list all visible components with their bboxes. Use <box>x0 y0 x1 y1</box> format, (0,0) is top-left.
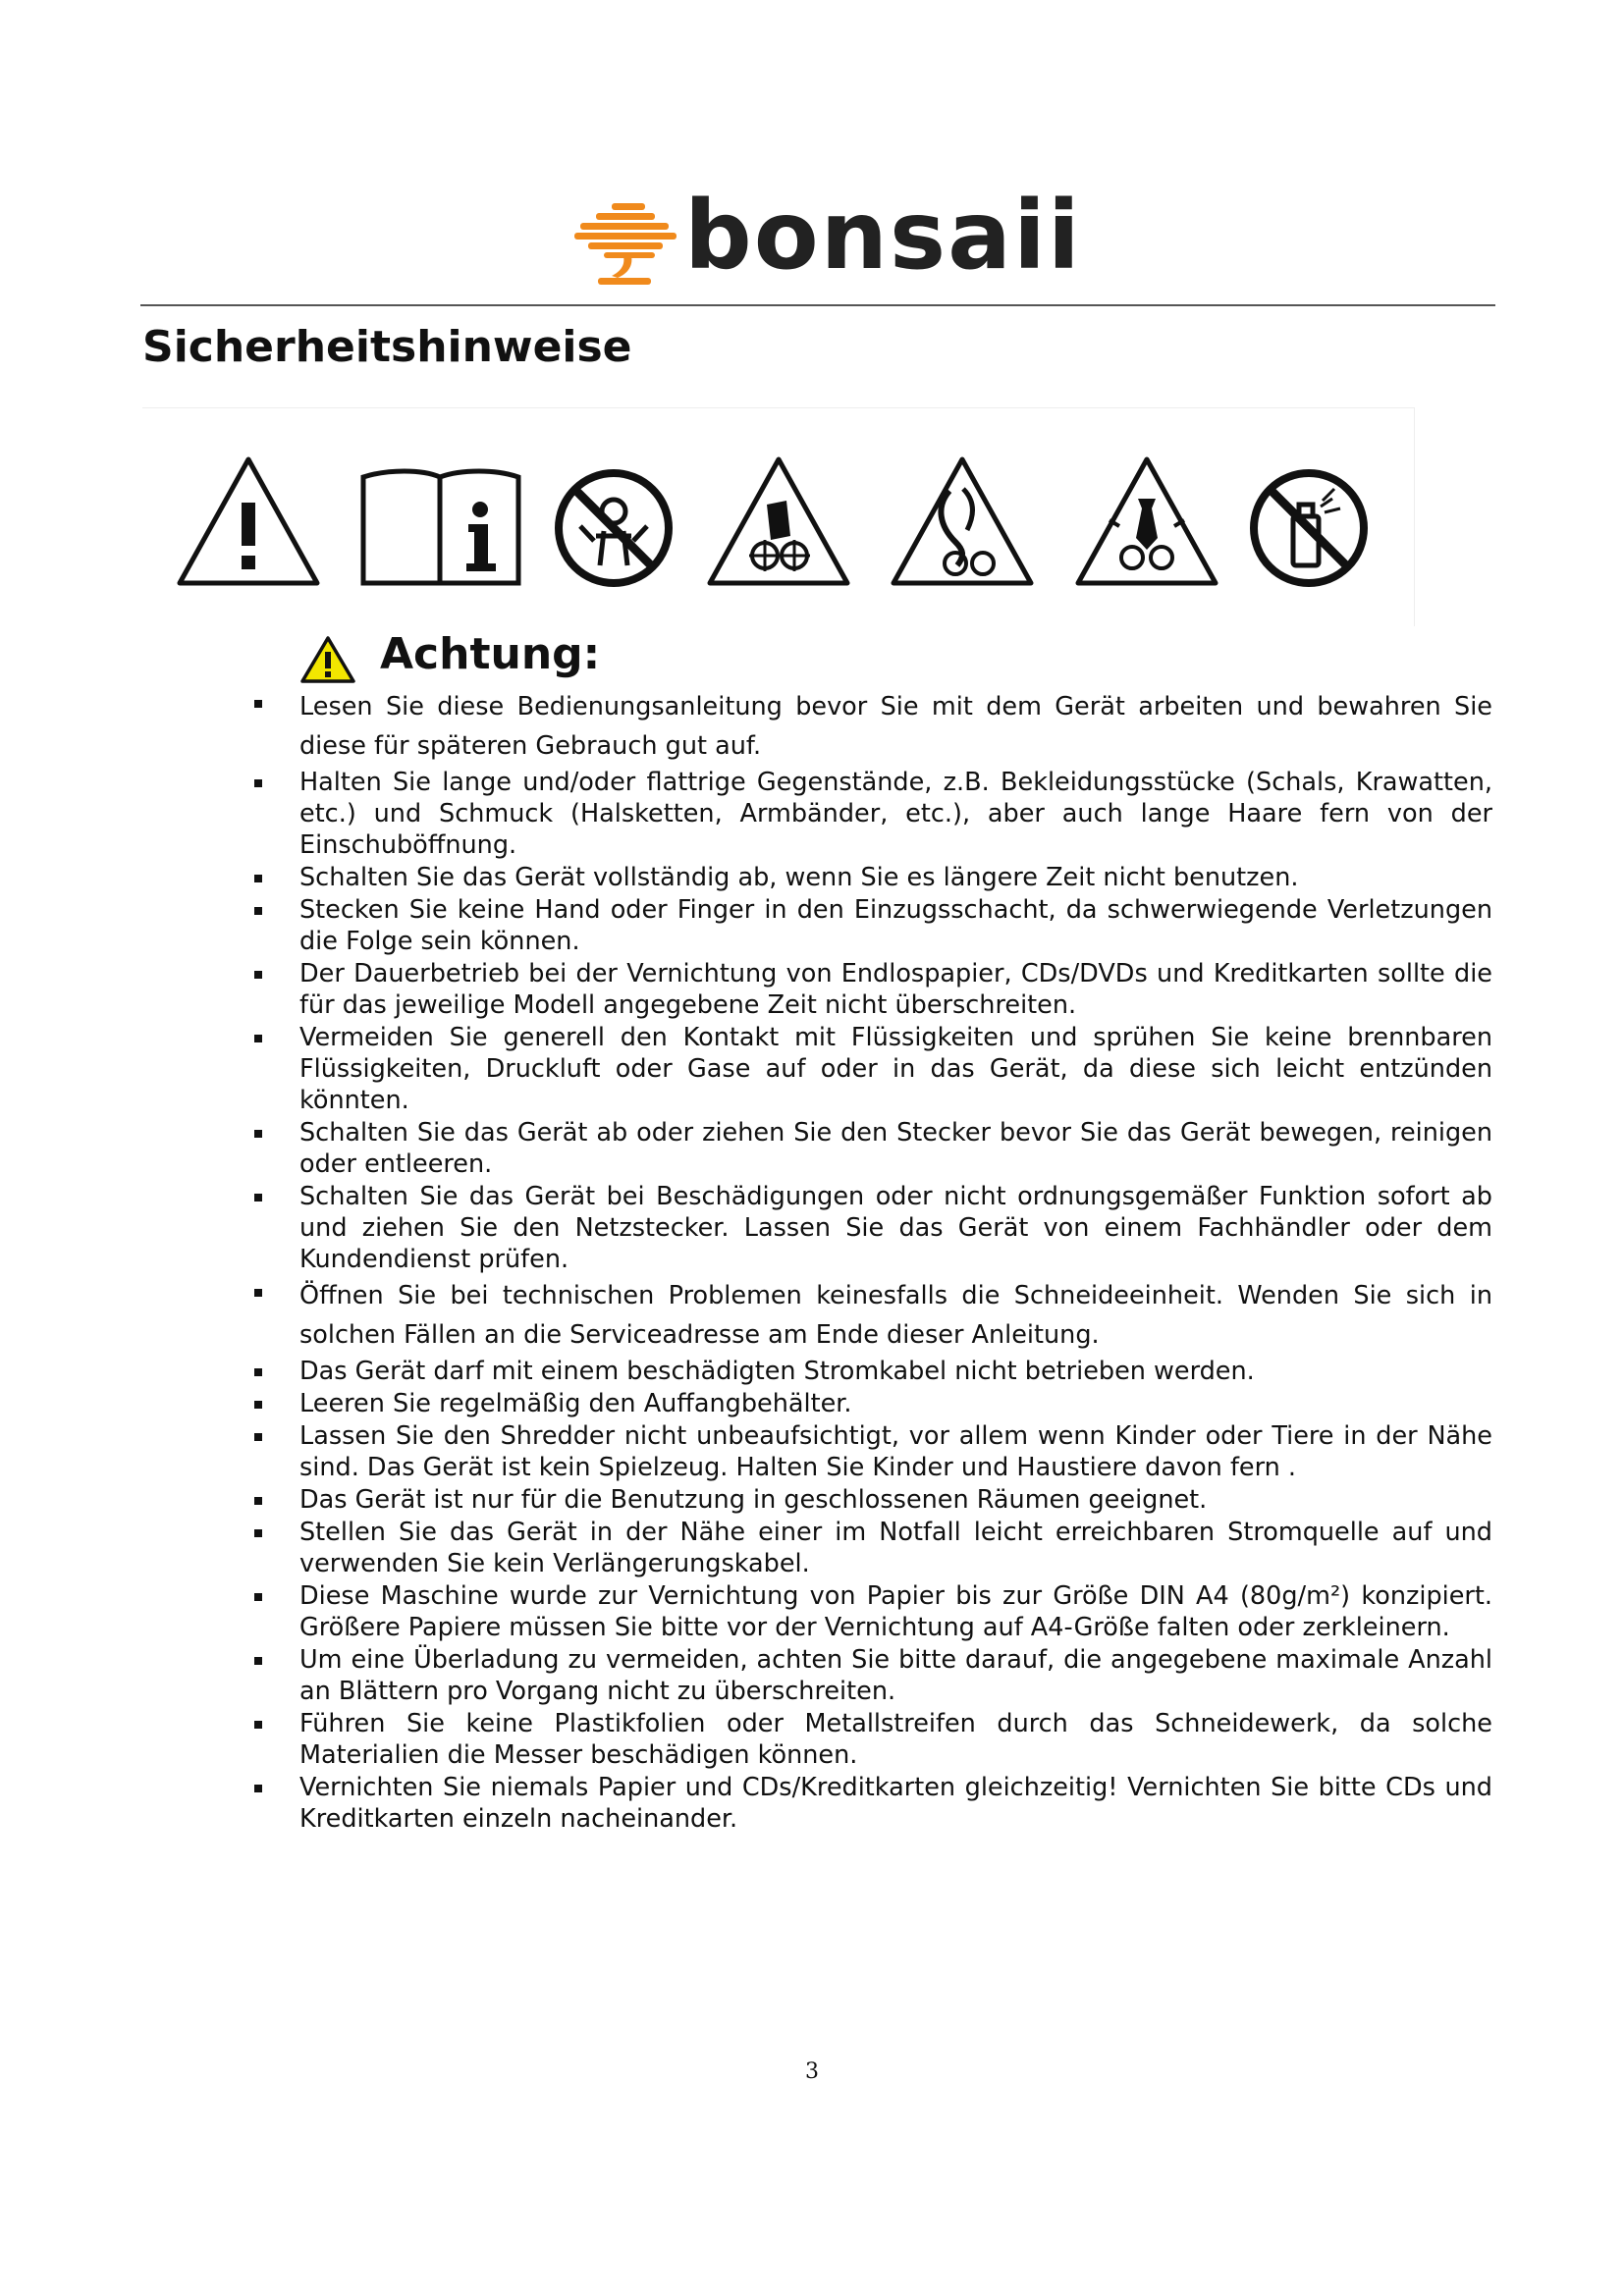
general-warning-icon <box>180 459 317 583</box>
bullet-icon <box>254 875 262 882</box>
list-item: Diese Maschine wurde zur Vernichtung von Papier bis zur Größe DIN A4 (80g/m²) konzipiert. Größere Papiere müssen Sie bitte vor der Vernichtung auf A4-Größe falten oder zerkleinern. <box>250 1580 1492 1643</box>
list-item: Vernichten Sie niemals Papier und CDs/Kreditkarten gleichzeitig! Vernichten Sie bitte CDs und Kreditkarten einzeln nacheinander. <box>250 1772 1492 1835</box>
read-manual-icon <box>363 471 518 583</box>
bullet-icon <box>254 1657 262 1665</box>
list-item: Der Dauerbetrieb bei der Vernichtung von Endlospapier, CDs/DVDs und Kreditkarten sollte die für das jeweilige Modell angegebene Zeit nicht überschreiten. <box>250 958 1492 1021</box>
bullet-icon <box>254 779 262 787</box>
bullet-icon <box>254 1433 262 1441</box>
bonsaii-logo <box>574 181 1085 294</box>
bullet-icon <box>254 1721 262 1729</box>
list-item: Stellen Sie das Gerät in der Nähe einer im Notfall leicht erreichbaren Stromquelle auf und verwenden Sie kein Verlängerungskabel. <box>250 1517 1492 1579</box>
page-number: 3 <box>805 2059 819 2084</box>
header-rule <box>140 304 1495 306</box>
bullet-icon <box>254 1194 262 1201</box>
bullet-icon <box>254 1035 262 1042</box>
list-item: Das Gerät ist nur für die Benutzung in geschlossenen Räumen geeignet. <box>250 1484 1492 1516</box>
bullet-icon <box>254 1289 262 1297</box>
list-item: Schalten Sie das Gerät ab oder ziehen Sie den Stecker bevor Sie das Gerät bewegen, reinigen oder entleeren. <box>250 1117 1492 1180</box>
safety-pictograms <box>142 407 1415 626</box>
list-item: Leeren Sie regelmäßig den Auffangbehälter. <box>250 1388 1492 1419</box>
safety-instructions-list <box>250 687 1492 1836</box>
list-item: Das Gerät darf mit einem beschädigten Stromkabel nicht betrieben werden. <box>250 1356 1492 1387</box>
list-item: Führen Sie keine Plastikfolien oder Metallstreifen durch das Schneidewerk, da solche Materialien die Messer beschädigen können. <box>250 1708 1492 1771</box>
list-item: Öffnen Sie bei technischen Problemen keinesfalls die Schneideeinheit. Wenden Sie sich in solchen Fällen an die Serviceadresse am Ende dieser Anleitung. <box>250 1276 1492 1355</box>
bullet-icon <box>254 700 262 708</box>
bullet-icon <box>254 1401 262 1409</box>
bullet-icon <box>254 1130 262 1138</box>
hand-injury-warning-icon <box>710 459 847 583</box>
list-item: Schalten Sie das Gerät bei Beschädigungen oder nicht ordnungsgemäßer Funktion sofort ab und ziehen Sie den Netzstecker. Lassen Sie das Gerät von einem Fachhändler oder dem Kundendienst prüfen. <box>250 1181 1492 1275</box>
bullet-icon <box>254 1497 262 1505</box>
bullet-icon <box>254 971 262 979</box>
list-item: Schalten Sie das Gerät vollständig ab, wenn Sie es längere Zeit nicht benutzen. <box>250 862 1492 893</box>
no-children-icon <box>559 473 669 583</box>
list-item: Lesen Sie diese Bedienungsanleitung bevor Sie mit dem Gerät arbeiten und bewahren Sie diese für späteren Gebrauch gut auf. <box>250 687 1492 766</box>
warning-triangle-icon <box>299 635 356 684</box>
tie-entanglement-warning-icon <box>1078 459 1216 583</box>
list-item: Halten Sie lange und/oder flattrige Gegenstände, z.B. Bekleidungsstücke (Schals, Krawatten, etc.) und Schmuck (Halsketten, Armbänder, etc.), aber auch lange Haare fern von der Einschuböffnung. <box>250 767 1492 861</box>
list-item: Um eine Überladung zu vermeiden, achten Sie bitte darauf, die angegebene maximale Anzahl an Blättern pro Vorgang nicht zu überschreiten. <box>250 1644 1492 1707</box>
list-item: Vermeiden Sie generell den Kontakt mit Flüssigkeiten und sprühen Sie keine brennbaren Flüssigkeiten, Druckluft oder Gase auf oder in das Gerät, da diese sich leicht entzünden könnten. <box>250 1022 1492 1116</box>
bullet-icon <box>254 1593 262 1601</box>
list-item: Lassen Sie den Shredder nicht unbeaufsichtigt, vor allem wenn Kinder oder Tiere in der Nähe sind. Das Gerät ist kein Spielzeug. Halten Sie Kinder und Haustiere davon fern . <box>250 1420 1492 1483</box>
page-title: Sicherheitshinweise <box>142 322 632 372</box>
list-item: Stecken Sie keine Hand oder Finger in den Einzugsschacht, da schwerwiegende Verletzungen die Folge sein können. <box>250 894 1492 957</box>
bullet-icon <box>254 1785 262 1792</box>
bullet-icon <box>254 1368 262 1376</box>
warning-title: Achtung: <box>380 629 601 679</box>
brand-name: bonsaii <box>684 181 1082 291</box>
bonsai-tree-icon <box>574 201 682 290</box>
bullet-icon <box>254 1529 262 1537</box>
bullet-icon <box>254 907 262 915</box>
hair-entanglement-warning-icon <box>893 459 1031 583</box>
no-aerosol-spray-icon <box>1254 473 1364 583</box>
